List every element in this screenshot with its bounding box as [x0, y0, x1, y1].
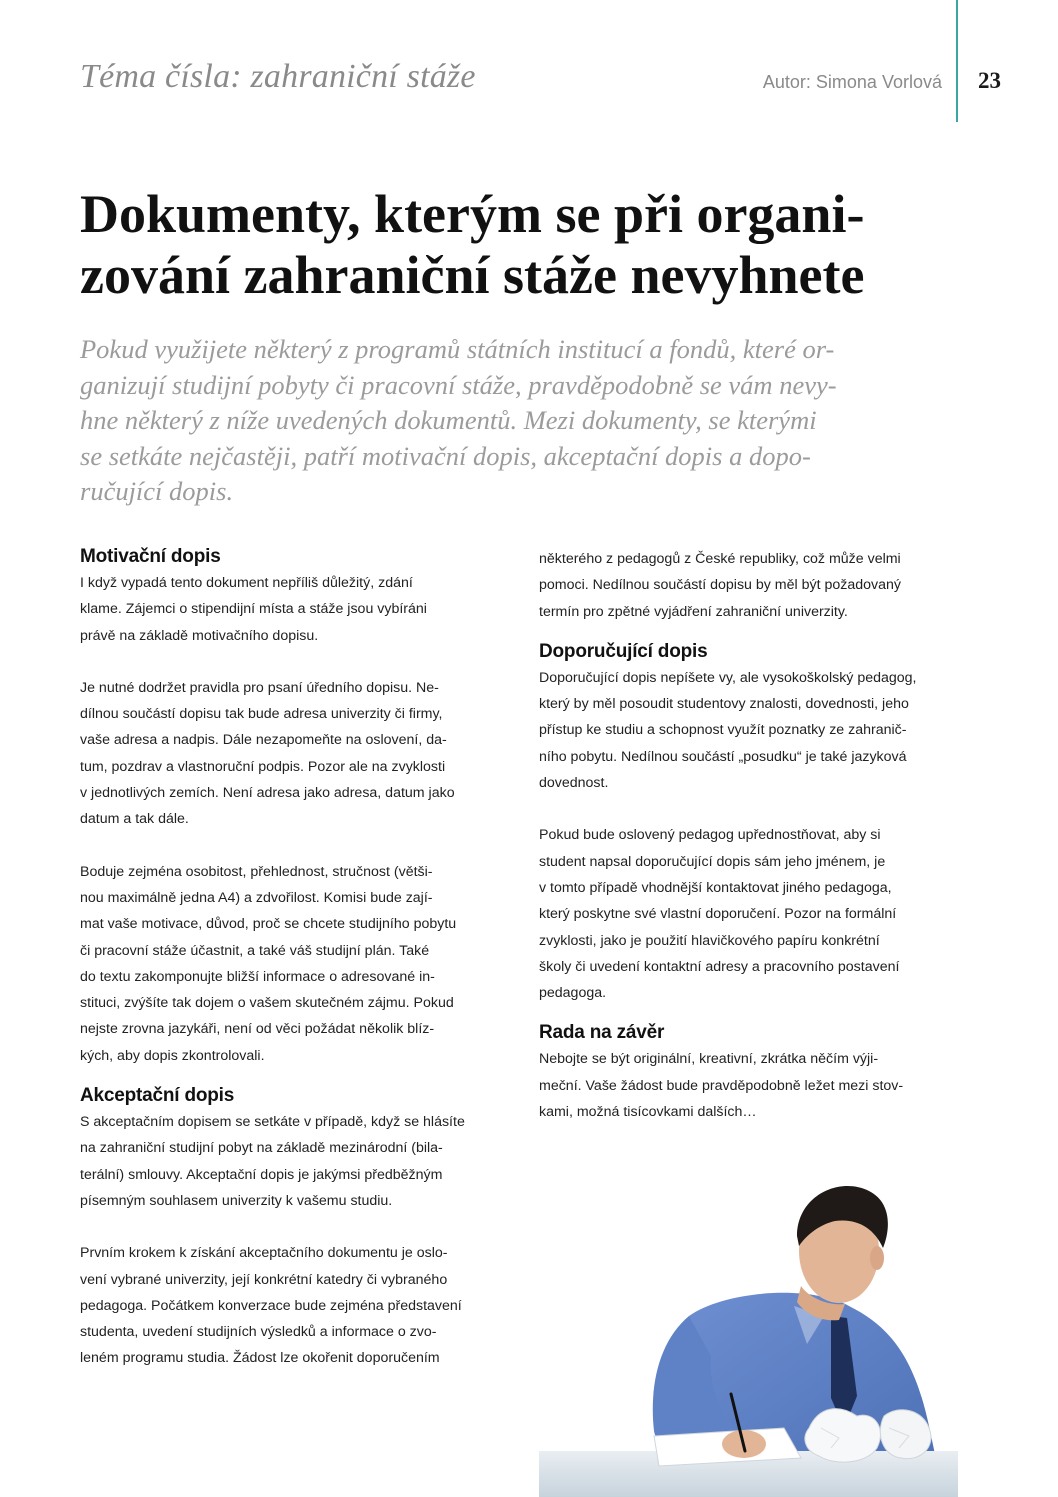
text-line: student napsal doporučující dopis sám jeho jménem, je: [539, 853, 886, 870]
section-heading-akceptacni: Akceptační dopis: [80, 1085, 235, 1107]
paragraph: [539, 822, 957, 1006]
text-line: v tomto případě vhodnější kontaktovat jiného pedagoga,: [539, 879, 892, 896]
photo-illustration: [539, 1166, 958, 1497]
text-line: datum a tak dále.: [80, 811, 189, 828]
text-line: který by měl posoudit studentovy znalosti, dovednosti, jeho: [539, 696, 909, 713]
text-line: ního pobytu. Nedílnou součástí „posudku“ je také jazyková: [539, 748, 907, 765]
text-line: některého z pedagogů z České republiky, což může velmi: [539, 551, 901, 567]
paragraph: [539, 546, 957, 625]
text-line: na zahraniční studijní pobyt na základě mezinárodní (bila-: [80, 1140, 443, 1157]
text-line: leném programu studia. Žádost lze okořenit doporučením: [80, 1350, 440, 1367]
text-line: v jednotlivých zemích. Není adresa jako adresa, datum jako: [80, 785, 455, 802]
text-line: který poskytne své vlastní doporučení. Pozor na formální: [539, 906, 897, 923]
text-line: pomoci. Nedílnou součástí dopisu by měl být požadovaný: [539, 577, 901, 594]
text-line: kami, možná tisícovkami dalších…: [539, 1104, 757, 1121]
crumpled-paper: [805, 1409, 881, 1462]
article-title: [80, 184, 970, 306]
section-heading-motivacni: Motivační dopis: [80, 546, 221, 567]
paragraph: [80, 859, 498, 1069]
lead-line: Pokud využijete některý z programů státních institucí a fondů, které or-: [80, 334, 835, 364]
text-line: S akceptačním dopisem se setkáte v případě, když se hlásíte: [80, 1114, 465, 1131]
text-line: mat vaše motivace, důvod, proč se chcete studijního pobytu: [80, 916, 457, 933]
section-heading-rada: Rada na závěr: [539, 1022, 665, 1044]
title-line: zování zahraniční stáže nevyhnete: [80, 245, 865, 305]
right-column: [539, 546, 957, 1125]
text-line: vaše adresa a nadpis. Dále nezapomeňte na oslovení, da-: [80, 732, 447, 749]
lead-line: hne některý z níže uvedených dokumentů. Mezi dokumenty, se kterými: [80, 405, 817, 436]
text-line: termín pro zpětné vyjádření zahraniční univerzity.: [539, 603, 848, 620]
text-line: Pokud bude oslovený pedagog upřednostňovat, aby si: [539, 827, 881, 844]
text-line: Boduje zejména osobitost, přehlednost, stručnost (větši-: [80, 863, 433, 880]
text-line: právě na základě motivačního dopisu.: [80, 627, 319, 644]
text-line: meční. Vaše žádost bude pravděpodobně ležet mezi stov-: [539, 1077, 904, 1094]
text-line: nou maximálně jedna A4) a zdvořilost. Komisi bude zají-: [80, 889, 433, 906]
left-column: [80, 544, 498, 1372]
text-line: terální) smlouvy. Akceptační dopis je jakýmsi předběžným: [80, 1166, 443, 1183]
text-line: vení vybrané univerzity, její konkrétní katedry či vybraného: [80, 1271, 448, 1288]
paragraph: [80, 570, 498, 649]
paragraph: [80, 1109, 498, 1214]
lead-line: se setkáte nejčastěji, patří motivační dopis, akceptační dopis a dopo-: [80, 440, 811, 471]
header-divider: [956, 0, 958, 122]
text-line: do textu zakomponujte bližší informace o adresované in-: [80, 968, 435, 985]
paragraph: [80, 1240, 498, 1371]
text-line: studenta, uvedení studijních výsledků a informace o zvo-: [80, 1324, 437, 1341]
text-line: školy či uvedení kontaktní adresy a pracovního postavení: [539, 958, 900, 975]
paragraph: [80, 675, 498, 833]
author-line: Autor: Simona Vorlová: [762, 72, 942, 92]
text-line: Doporučující dopis nepíšete vy, ale vysokoškolský pedagog,: [539, 669, 917, 686]
text-line: zvyklosti, jako je použití hlavičkového papíru konkrétní: [539, 932, 880, 949]
text-line: pedagoga. Počátkem konverzace bude zejména představení: [80, 1297, 462, 1314]
text-line: Prvním krokem k získání akceptačního dokumentu je oslo-: [80, 1245, 448, 1262]
text-line: Je nutné dodržet pravidla pro psaní úředního dopisu. Ne-: [80, 679, 439, 696]
lead-line: ručující dopis.: [80, 476, 234, 507]
text-line: Nebojte se být originální, kreativní, zkrátka něčím výji-: [539, 1051, 879, 1068]
text-line: dovednost.: [539, 775, 609, 792]
text-line: či pracovní stáže účastnit, a také váš studijní plán. Také: [80, 942, 430, 959]
text-line: klame. Zájemci o stipendijní místa a stáže jsou vybíráni: [80, 601, 427, 618]
text-line: písemným souhlasem univerzity k vašemu studiu.: [80, 1192, 393, 1209]
text-line: nejste zrovna jazykáři, není od věci požádat několik blíz-: [80, 1021, 435, 1038]
text-line: tum, pozdrav a vlastnoruční podpis. Pozor ale na zvyklosti: [80, 758, 446, 775]
text-line: kých, aby dopis zkontrolovali.: [80, 1047, 265, 1064]
text-line: dílnou součástí dopisu tak bude adresa univerzity či firmy,: [80, 706, 443, 723]
text-line: I když vypadá tento dokument nepříliš důležitý, zdání: [80, 575, 413, 591]
paragraph: [539, 1046, 957, 1125]
lead-line: ganizují studijní pobyty či pracovní stáže, pravděpodobně se vám nevy-: [80, 369, 837, 400]
article-lead: [80, 332, 958, 510]
text-line: přístup ke studiu a schopnost využít poznatky ze zahranič-: [539, 722, 907, 739]
page-number: 23: [978, 68, 1001, 93]
text-line: stituci, zvýšíte tak dojem o vašem skutečném zájmu. Pokud: [80, 995, 454, 1012]
section-heading-doporucujici: Doporučující dopis: [539, 640, 708, 662]
title-line: Dokumenty, kterým se při organi-: [80, 184, 865, 244]
paragraph: [539, 665, 957, 796]
text-line: pedagoga.: [539, 985, 607, 1002]
issue-topic: Téma čísla: zahraniční stáže: [80, 58, 476, 95]
student-writing-photo: [539, 1166, 958, 1497]
